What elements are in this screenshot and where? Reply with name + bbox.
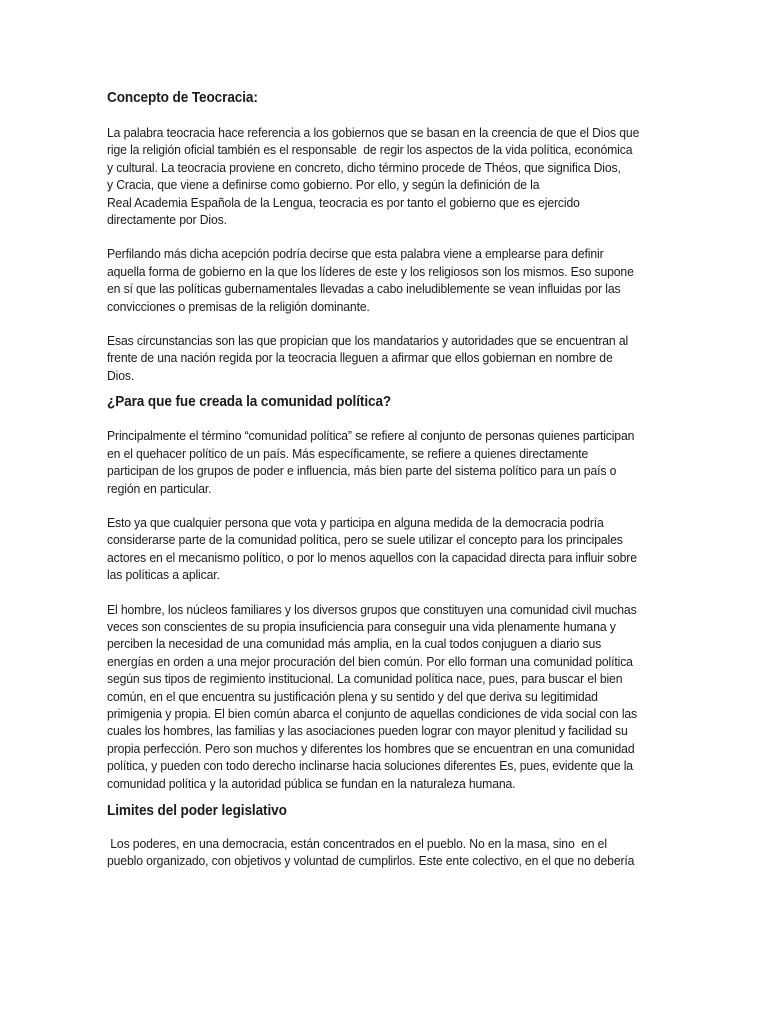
text-line: común, en el que encuentra su justificación plena y su sentido y del que deriva su legitimidad xyxy=(107,688,598,704)
text-line: primigenia y propia. El bien común abarca el conjunto de aquellas condiciones de vida social con las xyxy=(107,705,638,721)
text-line: Dios. xyxy=(107,367,135,383)
paragraph-poderes-democracia xyxy=(107,835,667,870)
text-line: rige la religión oficial también es el responsable de regir los aspectos de la vida política, económica xyxy=(107,142,633,158)
text-line: propia perfección. Pero son muchos y diferentes los hombres que se encuentran en una comunidad xyxy=(107,740,635,756)
text-line: energías en orden a una mejor procuración del bien común. Por ello forman una comunidad política xyxy=(107,653,633,669)
paragraph-comunidad-bien-comun xyxy=(107,601,667,792)
text-line: según sus tipos de regimiento institucional. La comunidad política nace, pues, para buscar el bien xyxy=(107,671,623,687)
paragraph-teocracia-definition xyxy=(107,124,667,228)
text-line: y Cracia, que viene a definirse como gobierno. Por ello, y según la definición de la xyxy=(107,177,540,193)
text-line: en sí que las políticas gubernamentales llevadas a cabo ineludiblemente se vean influidas por las xyxy=(107,281,621,297)
text-line: región en particular. xyxy=(107,480,212,496)
document-page xyxy=(107,90,667,870)
heading-comunidad-politica: ¿Para que fue creada la comunidad política? xyxy=(107,394,392,411)
text-line: y cultural. La teocracia proviene en concreto, dicho término procede de Théos, que significa Dios, xyxy=(107,159,621,175)
text-line: actores en el mecanismo político, o por lo menos aquellos con la capacidad directa para influir sobre xyxy=(107,549,637,565)
paragraph-comunidad-definicion xyxy=(107,427,667,497)
text-line: veces son conscientes de su propia insuficiencia para conseguir una vida plenamente humana y xyxy=(107,618,616,634)
text-line: en el quehacer político de un país. Más específicamente, se refiere a quienes directamente xyxy=(107,445,589,461)
text-line: Real Academia Española de la Lengua, teocracia es por tanto el gobierno que es ejercido xyxy=(107,194,580,210)
paragraph-teocracia-circunstancias xyxy=(107,332,667,384)
paragraph-comunidad-participacion xyxy=(107,514,667,584)
text-line: Perfilando más dicha acepción podría decirse que esta palabra viene a emplearse para definir xyxy=(107,246,604,262)
text-line: Principalmente el término “comunidad política” se refiere al conjunto de personas quienes participan xyxy=(107,428,635,444)
text-line: directamente por Dios. xyxy=(107,212,227,228)
heading-concepto-teocracia: Concepto de Teocracia: xyxy=(107,90,258,106)
text-line: considerarse parte de la comunidad política, pero se suele utilizar el concepto para los principales xyxy=(107,532,623,548)
text-line: participan de los grupos de poder e influencia, más bien parte del sistema político para un país o xyxy=(107,463,617,479)
text-line: cuales los hombres, las familias y las asociaciones pueden lograr con mayor plenitud y facilidad su xyxy=(107,723,628,739)
text-line: Esto ya que cualquier persona que vota y participa en alguna medida de la democracia podría xyxy=(107,514,604,530)
text-line: aquella forma de gobierno en la que los líderes de este y los religiosos son los mismos. Eso supone xyxy=(107,263,634,279)
text-line: La palabra teocracia hace referencia a los gobiernos que se basan en la creencia de que el Dios que xyxy=(107,125,640,140)
text-line: las políticas a aplicar. xyxy=(107,567,220,583)
text-line: comunidad política y la autoridad pública se fundan en la naturaleza humana. xyxy=(107,775,516,791)
text-line: perciben la necesidad de una comunidad más amplia, en la cual todos conjuguen a diario sus xyxy=(107,636,602,652)
paragraph-teocracia-acepcion xyxy=(107,245,667,315)
heading-limites-poder-legislativo: Limites del poder legislativo xyxy=(107,803,287,819)
text-line: Esas circunstancias son las que propician que los mandatarios y autoridades que se encuentran al xyxy=(107,333,629,349)
text-line: convicciones o premisas de la religión dominante. xyxy=(107,298,370,314)
text-line: pueblo organizado, con objetivos y voluntad de cumplirlos. Este ente colectivo, en el que no debería xyxy=(107,853,635,869)
text-line: Los poderes, en una democracia, están concentrados en el pueblo. No en la masa, sino en el xyxy=(107,836,607,851)
text-line: El hombre, los núcleos familiares y los diversos grupos que constituyen una comunidad civil muchas xyxy=(107,601,637,617)
text-line: frente de una nación regida por la teocracia lleguen a afirmar que ellos gobiernan en nombre de xyxy=(107,350,613,366)
text-line: política, y pueden con todo derecho inclinarse hacia soluciones diferentes Es, pues, evidente que la xyxy=(107,758,633,774)
